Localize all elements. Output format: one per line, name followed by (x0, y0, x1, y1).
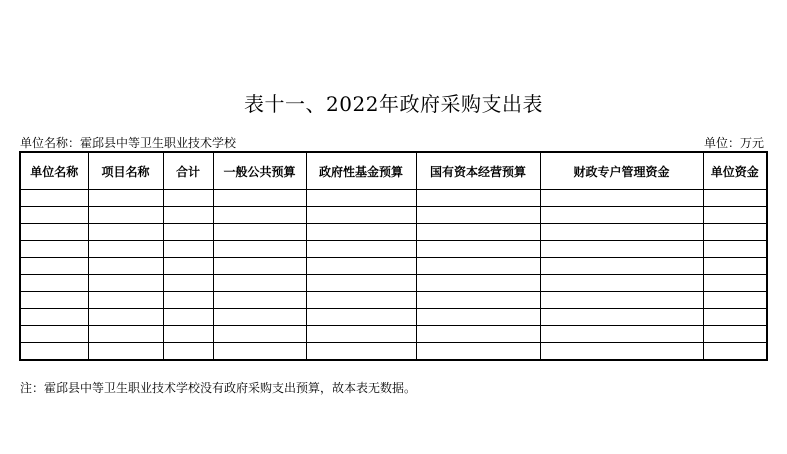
table-cell (416, 309, 540, 326)
table-row (20, 343, 767, 361)
table-cell (88, 207, 163, 224)
table-cell (540, 292, 703, 309)
table-cell (20, 241, 88, 258)
table-cell (213, 241, 306, 258)
table-cell (540, 275, 703, 292)
table-cell (163, 190, 213, 207)
table-row (20, 241, 767, 258)
table-cell (163, 292, 213, 309)
table-cell (20, 258, 88, 275)
table-cell (306, 292, 416, 309)
table-cell (540, 258, 703, 275)
table-cell (20, 343, 88, 361)
table-cell (306, 207, 416, 224)
table-cell (703, 190, 767, 207)
table-cell (163, 326, 213, 343)
report-title: 表十一、2022年政府采购支出表 (244, 92, 543, 116)
table-cell (703, 326, 767, 343)
table-cell (213, 224, 306, 241)
table-cell (88, 224, 163, 241)
table-cell (540, 190, 703, 207)
procurement-table (19, 151, 768, 361)
header-fiscal-special-account: 财政专户管理资金 (540, 152, 703, 190)
table-cell (540, 309, 703, 326)
table-cell (416, 258, 540, 275)
table-cell (88, 292, 163, 309)
table-cell (213, 258, 306, 275)
unit-name-label: 单位名称：霍邱县中等卫生职业技术学校 (20, 136, 237, 150)
table-row (20, 292, 767, 309)
table-cell (88, 326, 163, 343)
header-unit-name: 单位名称 (20, 152, 88, 190)
table-cell (20, 326, 88, 343)
table-cell (88, 241, 163, 258)
table-cell (163, 224, 213, 241)
table-row (20, 190, 767, 207)
table-cell (163, 343, 213, 361)
table-cell (20, 207, 88, 224)
table-cell (20, 309, 88, 326)
table-cell (88, 309, 163, 326)
table-cell (213, 326, 306, 343)
table-body (20, 190, 767, 361)
table-cell (163, 275, 213, 292)
table-cell (163, 309, 213, 326)
table-cell (416, 326, 540, 343)
table-cell (306, 190, 416, 207)
table-cell (703, 224, 767, 241)
table-cell (88, 258, 163, 275)
header-total: 合计 (163, 152, 213, 190)
table-cell (703, 275, 767, 292)
table-cell (703, 309, 767, 326)
table-cell (306, 275, 416, 292)
table-cell (416, 207, 540, 224)
currency-unit-label: 单位：万元 (703, 136, 764, 150)
table-cell (416, 292, 540, 309)
table-cell (20, 190, 88, 207)
table-row (20, 326, 767, 343)
header-unit-funds: 单位资金 (703, 152, 767, 190)
header-general-public-budget: 一般公共预算 (213, 152, 306, 190)
table-cell (20, 224, 88, 241)
table-cell (163, 241, 213, 258)
table-cell (213, 292, 306, 309)
table-cell (20, 292, 88, 309)
table-cell (703, 292, 767, 309)
header-project-name: 项目名称 (88, 152, 163, 190)
table-cell (306, 258, 416, 275)
table-cell (703, 241, 767, 258)
table-cell (540, 326, 703, 343)
header-government-fund-budget: 政府性基金预算 (306, 152, 416, 190)
table-cell (213, 309, 306, 326)
table-cell (703, 343, 767, 361)
table-row (20, 275, 767, 292)
footnote: 注：霍邱县中等卫生职业技术学校没有政府采购支出预算，故本表无数据。 (20, 381, 417, 395)
table-cell (213, 207, 306, 224)
table-cell (306, 343, 416, 361)
table-cell (20, 275, 88, 292)
table-cell (306, 224, 416, 241)
table-cell (416, 275, 540, 292)
table-cell (703, 258, 767, 275)
table-cell (416, 241, 540, 258)
table-cell (540, 224, 703, 241)
table-cell (213, 190, 306, 207)
table-cell (416, 224, 540, 241)
table-cell (88, 190, 163, 207)
table-row (20, 207, 767, 224)
table-cell (213, 275, 306, 292)
table-cell (163, 258, 213, 275)
header-state-capital-budget: 国有资本经营预算 (416, 152, 540, 190)
table-row (20, 258, 767, 275)
table-cell (88, 275, 163, 292)
table-header-row (20, 152, 767, 190)
table-row (20, 224, 767, 241)
table-cell (306, 326, 416, 343)
table-cell (213, 343, 306, 361)
table-cell (306, 241, 416, 258)
table-row (20, 309, 767, 326)
table-cell (416, 343, 540, 361)
table-cell (540, 207, 703, 224)
table-cell (163, 207, 213, 224)
table-cell (540, 241, 703, 258)
table-cell (540, 343, 703, 361)
table-cell (703, 207, 767, 224)
table-cell (306, 309, 416, 326)
table-cell (416, 190, 540, 207)
table-cell (88, 343, 163, 361)
